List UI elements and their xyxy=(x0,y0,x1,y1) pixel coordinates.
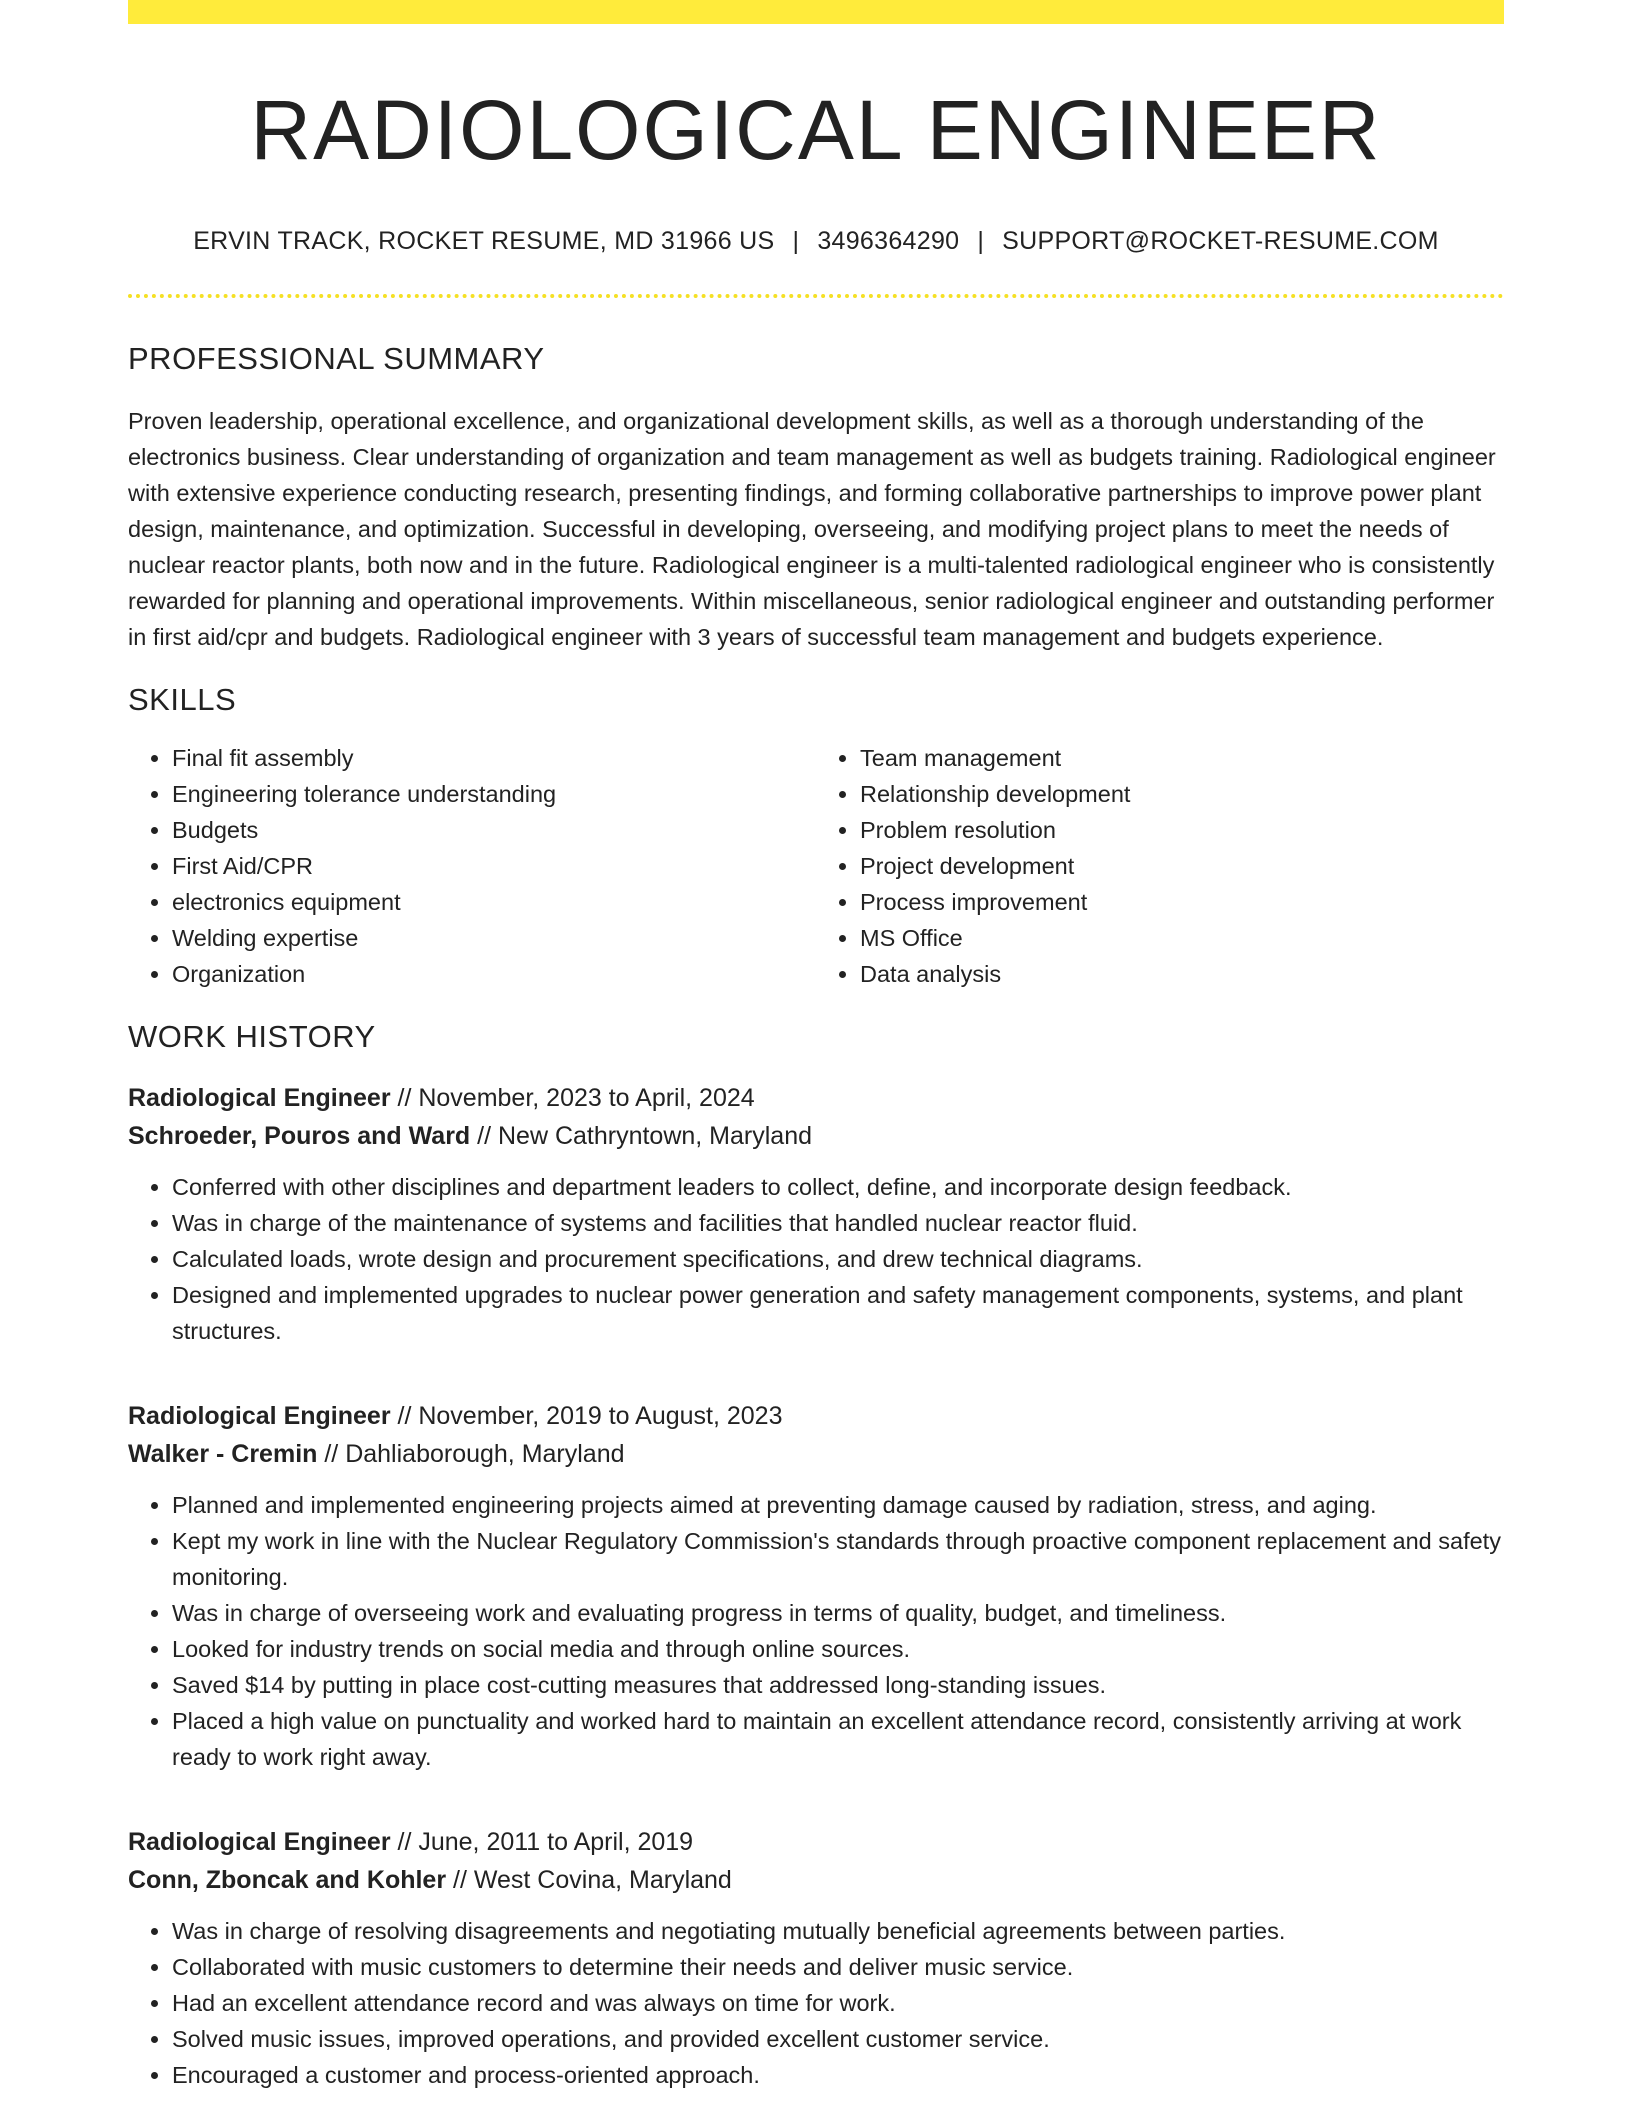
job-entry xyxy=(128,1823,1504,2093)
skill-item: • Organization xyxy=(172,956,816,992)
contact-email: SUPPORT@ROCKET-RESUME.COM xyxy=(1002,226,1439,255)
contact-address: ERVIN TRACK, ROCKET RESUME, MD 31966 US xyxy=(193,226,775,255)
job-role-line xyxy=(128,1397,1504,1435)
job-role-line xyxy=(128,1823,1504,1861)
skills-list xyxy=(128,740,1504,992)
job-location: // New Cathryntown, Maryland xyxy=(470,1122,812,1151)
job-entry xyxy=(128,1079,1504,1349)
section-title-skills: SKILLS xyxy=(128,681,237,717)
job-company-line xyxy=(128,1435,1504,1473)
summary-text: Proven leadership, operational excellence, and organizational development skills, as well as a thorough understanding of the electronics business. Clear understanding of organization and team management as well as budgets training. Radiological engineer with extensive experience conducting research, presenting findings, and forming collaborative partnerships to improve power plant design, maintenance, and optimization. Successful in developing, overseeing, and modifying project plans to meet the needs of nuclear reactor plants, both now and in the future. Radiological engineer is a multi-talented radiological engineer who is consistently rewarded for planning and operational improvements. Within miscellaneous, senior radiological engineer and outstanding performer in first aid/cpr and budgets. Radiological engineer with 3 years of successful team management and budgets experience. xyxy=(128,407,1496,650)
job-dates: // November, 2019 to August, 2023 xyxy=(390,1402,783,1431)
job-location: // West Covina, Maryland xyxy=(446,1866,732,1895)
job-bullet: • Conferred with other disciplines and department leaders to collect, define, and incorporate design feedback. xyxy=(172,1169,1504,1205)
skill-item: • Final fit assembly xyxy=(172,740,816,776)
job-company-line xyxy=(128,1861,1504,1899)
skill-item: • Data analysis xyxy=(860,956,1504,992)
job-role: Radiological Engineer xyxy=(128,1402,391,1431)
job-company-line xyxy=(128,1117,1504,1155)
job-bullets xyxy=(128,1913,1504,2093)
skill-item: • Project development xyxy=(860,848,1504,884)
job-bullet: • Looked for industry trends on social media and through online sources. xyxy=(172,1631,1504,1667)
section-title-summary: PROFESSIONAL SUMMARY xyxy=(128,340,545,376)
job-bullet: • Placed a high value on punctuality and worked hard to maintain an excellent attendance record, consistently arriving at work ready to work right away. xyxy=(172,1703,1504,1775)
job-role-line xyxy=(128,1079,1504,1117)
skill-item: • Welding expertise xyxy=(172,920,816,956)
job-bullet: • Was in charge of resolving disagreements and negotiating mutually beneficial agreements between parties. xyxy=(172,1913,1504,1949)
job-bullets xyxy=(128,1487,1504,1775)
skill-item: • Budgets xyxy=(172,812,816,848)
skill-item: • Process improvement xyxy=(860,884,1504,920)
contact-phone: 3496364290 xyxy=(817,226,960,255)
contact-separator: | xyxy=(792,226,800,255)
resume-title: RADIOLOGICAL ENGINEER xyxy=(250,83,1382,177)
job-location: // Dahliaborough, Maryland xyxy=(317,1440,625,1469)
job-bullet: • Calculated loads, wrote design and procurement specifications, and drew technical diagrams. xyxy=(172,1241,1504,1277)
job-dates: // June, 2011 to April, 2019 xyxy=(390,1828,694,1857)
job-company: Conn, Zboncak and Kohler xyxy=(128,1866,447,1895)
job-entry xyxy=(128,1397,1504,1775)
skill-item: • First Aid/CPR xyxy=(172,848,816,884)
job-bullet: • Was in charge of overseeing work and evaluating progress in terms of quality, budget, and timeliness. xyxy=(172,1595,1504,1631)
job-bullet: • Collaborated with music customers to determine their needs and deliver music service. xyxy=(172,1949,1504,1985)
section-title-work-history: WORK HISTORY xyxy=(128,1018,376,1054)
job-bullet: • Planned and implemented engineering projects aimed at preventing damage caused by radiation, stress, and aging. xyxy=(172,1487,1504,1523)
skill-item: • Team management xyxy=(860,740,1504,776)
skills-column-right xyxy=(816,740,1504,992)
job-bullet: • Saved $14 by putting in place cost-cutting measures that addressed long-standing issues. xyxy=(172,1667,1504,1703)
job-bullet: • Solved music issues, improved operations, and provided excellent customer service. xyxy=(172,2021,1504,2057)
job-bullet: • Kept my work in line with the Nuclear Regulatory Commission's standards through proactive component replacement and safety monitoring. xyxy=(172,1523,1504,1595)
contact-line xyxy=(128,227,1504,256)
dotted-divider xyxy=(128,294,1504,298)
job-role: Radiological Engineer xyxy=(128,1084,391,1113)
resume-page xyxy=(128,0,1504,2093)
job-role: Radiological Engineer xyxy=(128,1828,391,1857)
job-bullets xyxy=(128,1169,1504,1349)
job-company: Walker - Cremin xyxy=(128,1440,318,1469)
job-company: Schroeder, Pouros and Ward xyxy=(128,1122,471,1151)
job-dates: // November, 2023 to April, 2024 xyxy=(390,1084,755,1113)
skill-item: • Relationship development xyxy=(860,776,1504,812)
job-bullet: • Had an excellent attendance record and was always on time for work. xyxy=(172,1985,1504,2021)
skills-column-left xyxy=(128,740,816,992)
contact-separator: | xyxy=(977,226,985,255)
job-bullet: • Encouraged a customer and process-oriented approach. xyxy=(172,2057,1504,2093)
job-bullet: • Was in charge of the maintenance of systems and facilities that handled nuclear reactor fluid. xyxy=(172,1205,1504,1241)
skill-item: • MS Office xyxy=(860,920,1504,956)
accent-top-bar xyxy=(128,0,1504,24)
skill-item: • Engineering tolerance understanding xyxy=(172,776,816,812)
skill-item: • Problem resolution xyxy=(860,812,1504,848)
job-bullet: • Designed and implemented upgrades to nuclear power generation and safety management components, systems, and plant structures. xyxy=(172,1277,1504,1349)
skill-item: • electronics equipment xyxy=(172,884,816,920)
